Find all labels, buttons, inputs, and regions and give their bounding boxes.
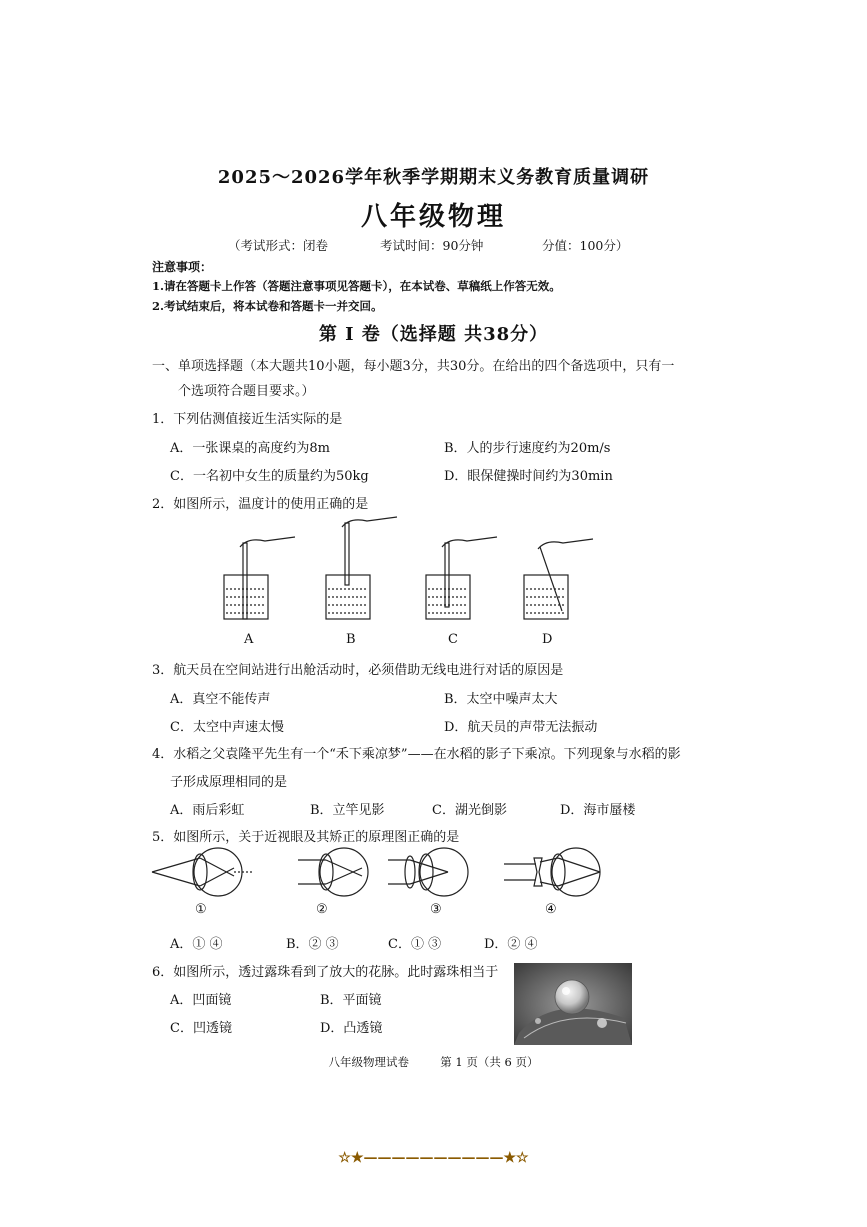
part-instruction-cont: 个选项符合题目要求。） [178,384,315,399]
exam-time: 考试时间：90分钟 [380,238,484,253]
exam-title: 2025～2026学年秋季学期期末义务教育质量调研 [217,167,650,188]
figure-label: A [244,632,254,647]
option: B．立竿见影 [310,803,385,818]
figure-label: D [542,632,553,647]
figure-label: B [346,632,356,647]
beaker-b-diagram [326,517,397,619]
beaker-c-diagram [426,537,497,619]
question-stem: 5．如图所示，关于近视眼及其矫正的原理图正确的是 [152,830,460,845]
decorative-stars: ☆★——————————★☆ [338,1150,529,1166]
note-item: 2.考试结束后，将本试卷和答题卡一并交回。 [152,299,383,313]
option: A．① ④ [170,937,223,952]
notes-heading: 注意事项： [152,260,213,274]
dewdrop-photo [514,963,632,1045]
eye-diagram-4 [504,848,600,896]
option: A．凹面镜 [170,993,232,1008]
question-stem: 2．如图所示，温度计的使用正确的是 [152,497,369,512]
footer-paper-name: 八年级物理试卷 [328,1055,409,1069]
figure-label: ③ [430,902,442,917]
eye-diagram-2 [298,848,368,896]
exam-subject: 八年级物理 [360,202,506,232]
figure-label: ④ [545,902,557,917]
option: B．平面镜 [320,993,382,1008]
figure-label: ① [195,902,207,917]
option: C．① ③ [388,937,442,952]
eye-diagram-3 [388,848,468,896]
option: C．湖光倒影 [432,803,507,818]
option: D．眼保健操时间约为30min [444,469,613,484]
option: D．凸透镜 [320,1021,383,1036]
option: C．一名初中女生的质量约为50kg [170,469,369,484]
page-footer [0,1054,867,1070]
exam-score: 分值：100分） [542,238,629,253]
option: A．一张课桌的高度约为8m [170,441,330,456]
question-stem: 6．如图所示，透过露珠看到了放大的花脉。此时露珠相当于 [152,965,499,980]
eye-diagrams [148,846,618,900]
figure-label: ② [316,902,328,917]
figure-label: C [448,632,458,647]
note-item: 1.请在答题卡上作答（答题注意事项见答题卡），在本试卷、草稿纸上作答无效。 [152,279,561,293]
option: B．太空中噪声太大 [444,692,558,707]
section-title: 第 I 卷（选择题 共38分） [318,324,549,345]
page-number: 第 1 页（共 6 页） [440,1055,539,1069]
option: D．海市蜃楼 [560,803,636,818]
beaker-a-diagram [224,537,295,619]
question-stem: 3．航天员在空间站进行出舱活动时，必须借助无线电进行对话的原因是 [152,663,564,678]
question-stem: 1．下列估测值接近生活实际的是 [152,412,343,427]
option: C．太空中声速太慢 [170,720,284,735]
option: D．② ④ [484,937,538,952]
exam-form: （考试形式：闭卷 [228,238,329,253]
eye-diagram-1 [152,848,254,896]
part-instruction: 一、单项选择题（本大题共10小题，每小题3分，共30分。在给出的四个备选项中，只有一 [152,359,675,374]
option: A．雨后彩虹 [170,803,245,818]
option: C．凹透镜 [170,1021,232,1036]
option: B．② ③ [286,937,339,952]
option: D．航天员的声带无法振动 [444,720,598,735]
beaker-d-diagram [524,539,593,619]
thermometer-figure [210,515,610,625]
question-stem-cont: 子形成原理相同的是 [170,775,288,790]
option: A．真空不能传声 [170,692,271,707]
option: B．人的步行速度约为20m/s [444,441,611,456]
question-stem: 4．水稻之父袁隆平先生有一个“禾下乘凉梦”——在水稻的影子下乘凉。下列现象与水稻的影 [152,747,681,762]
